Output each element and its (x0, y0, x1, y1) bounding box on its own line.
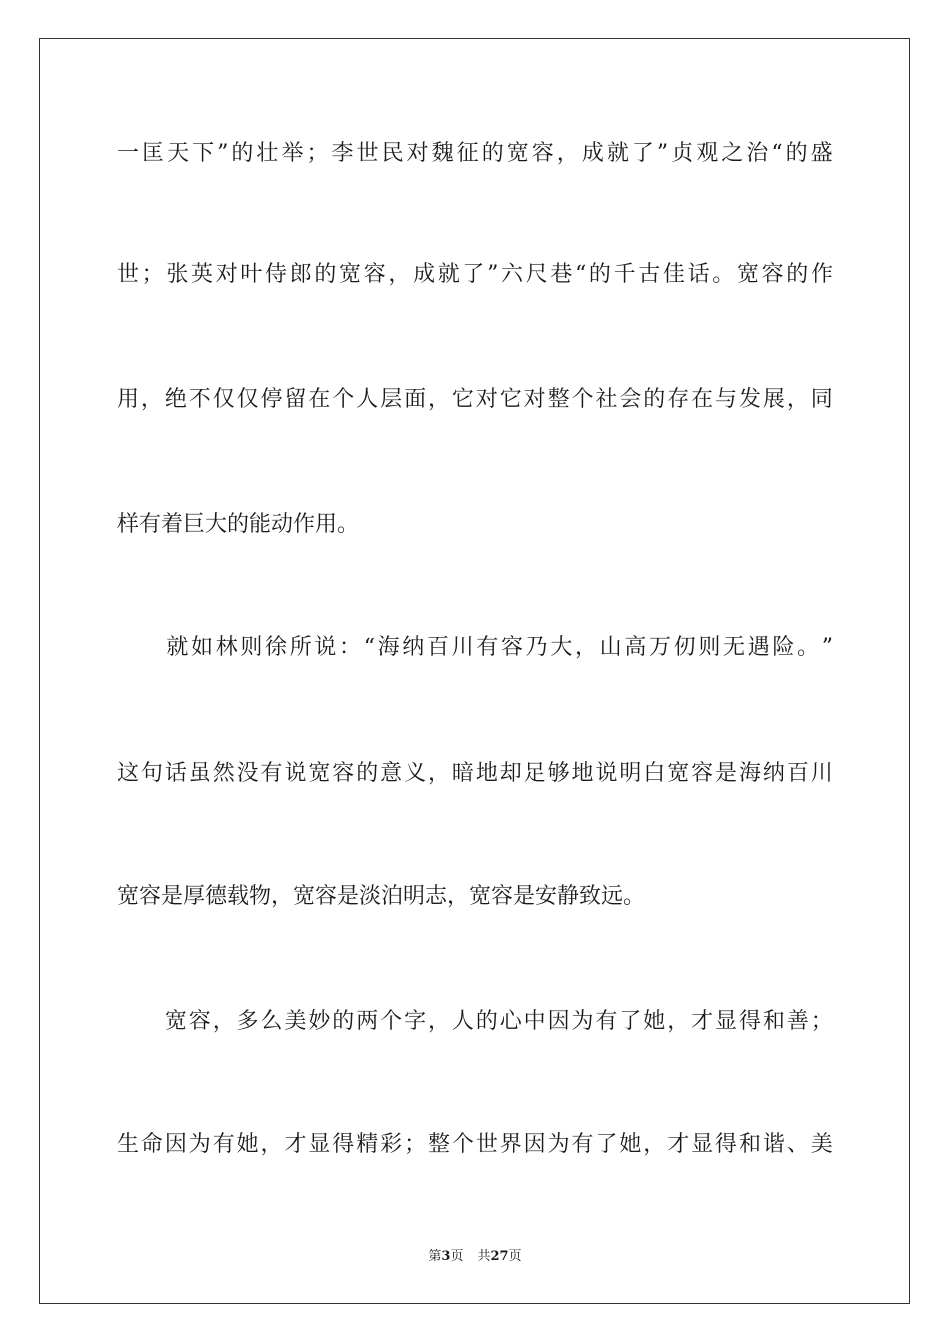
text-line: 就 如 林 则 徐 所 说 ： “ 海 纳 百 川 有 容 乃 大 ， 山 高 万 仞 则 无 遇 险 。 ” (166, 635, 833, 660)
total-pages: 27 (490, 1249, 509, 1264)
page-number: 3 (441, 1249, 451, 1264)
text-line: 样有着巨大的能动作用。 (117, 512, 360, 537)
page-footer (0, 1248, 950, 1266)
page-suffix: 页 (450, 1249, 464, 1264)
text-line: 这 句 话 虽 然 没 有 说 宽 容 的 意 义 ， 暗 地 却 足 够 地 说 明 白 宽 容 是 海 纳 百 川 (117, 761, 833, 786)
text-line: 生 命 因 为 有 她 ， 才 显 得 精 彩 ； 整 个 世 界 因 为 有 了 她 ， 才 显 得 和 谐 、 美 (117, 1132, 833, 1157)
text-line: 用 ， 绝 不 仅 仅 停 留 在 个 人 层 面 ， 它 对 它 对 整 个 社 会 的 存 在 与 发 展 ， 同 (117, 387, 833, 412)
text-line: 宽容是厚德载物，宽容是淡泊明志，宽容是安静致远。 (117, 884, 646, 909)
text-line: 一 匡 天 下 ” 的 壮 举 ； 李 世 民 对 魏 征 的 宽 容 ， 成 就 了 ” 贞 观 之 治 “ 的 盛 (117, 141, 833, 166)
total-suffix: 页 (508, 1249, 522, 1264)
page-prefix: 第 (428, 1249, 442, 1264)
text-line: 世 ； 张 英 对 叶 侍 郎 的 宽 容 ， 成 就 了 ” 六 尺 巷 “ 的 千 古 佳 话 。 宽 容 的 作 (117, 262, 833, 287)
page-border (39, 38, 910, 1304)
text-line: 宽 容 ， 多 么 美 妙 的 两 个 字 ， 人 的 心 中 因 为 有 了 她 ， 才 显 得 和 善 ； (164, 1009, 833, 1034)
total-prefix: 共 (477, 1249, 491, 1264)
